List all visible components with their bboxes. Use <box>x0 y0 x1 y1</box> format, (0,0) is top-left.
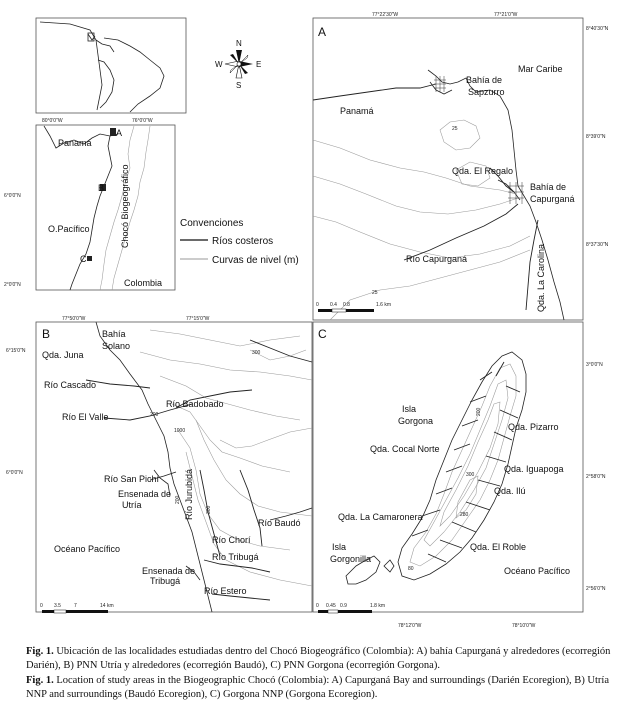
regional-label-a: A <box>116 128 123 138</box>
panel-b-coord-top2: 77°15'0"W <box>186 316 210 322</box>
panel-b-bahia-solano-1: Bahía <box>102 329 126 339</box>
panel-c-isla-gorgona-1: Isla <box>402 404 417 414</box>
regional-choco: Chocó Biogeográfico <box>120 164 130 248</box>
panel-c-scale-3: 1.8 km <box>370 603 386 609</box>
panel-b-map <box>6 316 312 613</box>
panel-c-letter: C <box>318 327 327 341</box>
regional-colombia: Colombia <box>124 278 163 288</box>
panel-c-contour-80: 80 <box>408 566 414 572</box>
panel-b-rio-valle: Río El Valle <box>62 412 109 422</box>
regional-coord-top-right: 76°0'0"W <box>132 118 153 124</box>
panel-a-qda-regalo: Qda. El Regalo <box>452 166 514 176</box>
panel-c-isla-gorgonilla-1: Isla <box>332 542 347 552</box>
panel-b-ensenada-tribuga-1: Ensenada de <box>142 566 196 576</box>
panel-c-oceano: Océano Pacífico <box>504 566 571 576</box>
panel-c-qda-cocal: Qda. Cocal Norte <box>370 444 440 454</box>
panel-b-coord-top1: 77°50'0"W <box>62 316 86 322</box>
panel-b-rio-cascado: Río Cascado <box>44 380 97 390</box>
panel-b-coord-lat1: 6°15'0"N <box>6 348 26 354</box>
panel-c-coord-top2: 78°10'0"W <box>512 623 536 629</box>
panel-a-bahia-sapzurro-2: Sapzurro <box>468 87 505 97</box>
caption-es-text: Ubicación de las localidades estudiadas dentro del Chocó Biogeográfico (Colombia): A) bahía Capurganá y alrededores (ecorregión Darién), B) PNN Utría y alrededores (ecorregión Baudó), C) PNN Gorgona (ecorregión Gorgona). <box>26 646 611 671</box>
panel-a-coord-lat3: 8°37'30"N <box>586 242 609 248</box>
world-inset-map <box>36 18 186 113</box>
panel-b-rio-jurubida: Río Jurubidá <box>184 468 194 520</box>
panel-c-qda-camaronera: Qda. La Camaronera <box>338 512 423 522</box>
panel-b-bahia-solano-2: Solano <box>102 341 131 351</box>
caption-es-label: Fig. 1. <box>26 646 54 657</box>
panel-b-rio-chori: Río Chorí <box>212 535 251 545</box>
panel-c-scale-bar <box>316 603 385 613</box>
panel-a-bahia-sapzurro-1: Bahía de <box>466 75 503 85</box>
panel-c-contour-300: 300 <box>466 472 475 478</box>
panel-c-contour-280: 280 <box>460 512 469 518</box>
regional-label-b: B <box>98 183 105 193</box>
panel-c-coord-lat1: 3°0'0"N <box>586 362 603 368</box>
regional-ocean: O.Pacífico <box>48 224 90 234</box>
panel-b-ensenada-utria-2: Utría <box>122 500 142 510</box>
caption-english <box>26 674 622 702</box>
panel-c-scale-2: 0.9 <box>340 603 347 609</box>
regional-coord-lat1: 6°0'0"N <box>4 193 21 199</box>
panel-c-isla-gorgonilla-2: Gorgonilla <box>330 554 372 564</box>
caption-en-text: Location of study areas in the Biogeographic Chocó (Colombia): A) Capurganá Bay and surroundings (Darién Ecoregion), B) Utría NNP and surroundings (Baudó Ecoregion), C) Gorgona NNP (Gorgona Ecoregion). <box>26 675 610 700</box>
regional-coord-top-left: 80°0'0"W <box>42 118 63 124</box>
legend-rivers: Ríos costeros <box>212 236 274 247</box>
panel-b-ensenada-utria-1: Ensenada de <box>118 489 172 499</box>
panel-c-qda-iguapoga: Qda. Iguapoga <box>504 464 564 474</box>
panel-a-letter: A <box>318 25 327 39</box>
panel-b-scale-bar <box>40 603 114 613</box>
panel-a-scale-bar <box>316 302 391 312</box>
panel-a-qda-carolina: Qda. La Carolina <box>536 243 546 312</box>
regional-panama: Panamá <box>58 138 92 148</box>
panel-a-scale-1: 0.4 <box>330 302 337 308</box>
panel-c-coord-top1: 78°12'0"W <box>398 623 422 629</box>
panel-a-map <box>313 12 609 320</box>
regional-label-c: C <box>80 254 87 264</box>
panel-c-qda-ilu: Qda. Ilú <box>494 486 526 496</box>
panel-b-contour-300: 300 <box>252 350 261 356</box>
panel-b-scale-1: 3.5 <box>54 603 61 609</box>
panel-a-rio-capurgana: Río Capurganá <box>406 254 468 264</box>
panel-b-contour-200b: 200 <box>175 495 181 504</box>
panel-c-qda-roble: Qda. El Roble <box>470 542 527 552</box>
panel-c-coord-lat2: 2°58'0"N <box>586 474 606 480</box>
legend-title: Convenciones <box>180 218 244 229</box>
panel-b-contour-300b: 300 <box>206 505 212 514</box>
panel-c-contour-200: 200 <box>476 407 482 416</box>
panel-c-qda-pizarro: Qda. Pizarro <box>508 422 559 432</box>
panel-b-rio-badobado: Río Badobado <box>166 399 224 409</box>
legend <box>180 218 299 266</box>
panel-b-qda-juna: Qda. Juna <box>42 350 84 360</box>
compass-west: W <box>215 60 223 69</box>
panel-b-ensenada-tribuga-2: Tribugá <box>150 576 181 586</box>
panel-a-contour-25b: 25 <box>372 290 378 296</box>
panel-a-coord-top2: 77°21'0"W <box>494 12 518 18</box>
panel-b-contour-200a: 200 <box>150 412 159 418</box>
compass-south: S <box>236 81 242 90</box>
panel-a-coord-lat2: 8°39'0"N <box>586 134 606 140</box>
panel-b-contour-1000: 1000 <box>174 428 186 434</box>
legend-contours: Curvas de nivel (m) <box>212 255 299 266</box>
panel-c-isla-gorgona-2: Gorgona <box>398 416 434 426</box>
caption-spanish <box>26 645 622 673</box>
panel-a-scale-2: 0.8 <box>343 302 350 308</box>
compass-rose <box>215 39 261 90</box>
panel-a-bahia-capurgana-1: Bahía de <box>530 182 567 192</box>
regional-map <box>4 118 175 290</box>
panel-a-panama: Panamá <box>340 106 374 116</box>
panel-c-map <box>313 322 606 629</box>
panel-a-scale-0: 0 <box>316 302 319 308</box>
panel-c-coord-lat3: 2°56'0"N <box>586 586 606 592</box>
panel-b-scale-0: 0 <box>40 603 43 609</box>
panel-a-scale-3: 1.6 km <box>376 302 392 308</box>
compass-north: N <box>236 39 242 48</box>
panel-a-coord-top1: 77°22'30"W <box>372 12 399 18</box>
panel-b-scale-2: 7 <box>74 603 77 609</box>
panel-b-coord-lat2: 6°0'0"N <box>6 470 23 476</box>
compass-east: E <box>256 60 262 69</box>
panel-b-rio-tribuga: Río Tribugá <box>212 552 259 562</box>
panel-b-rio-estero: Río Estero <box>204 586 247 596</box>
panel-a-mar-caribe: Mar Caribe <box>518 64 563 74</box>
panel-a-contour-25a: 25 <box>452 126 458 132</box>
panel-b-oceano: Océano Pacífico <box>54 544 121 554</box>
panel-a-coord-lat1: 8°40'30"N <box>586 26 609 32</box>
panel-c-scale-1: 0.45 <box>326 603 336 609</box>
panel-b-rio-baudo: Río Baudó <box>258 518 301 528</box>
regional-coord-lat2: 2°0'0"N <box>4 282 21 288</box>
panel-c-scale-0: 0 <box>316 603 319 609</box>
caption-en-label: Fig. 1. <box>26 675 54 686</box>
panel-b-letter: B <box>42 327 51 341</box>
panel-b-scale-3: 14 km <box>100 603 114 609</box>
panel-b-rio-san-pichi: Río San Pichí <box>104 474 160 484</box>
panel-a-bahia-capurgana-2: Capurganá <box>530 194 575 204</box>
